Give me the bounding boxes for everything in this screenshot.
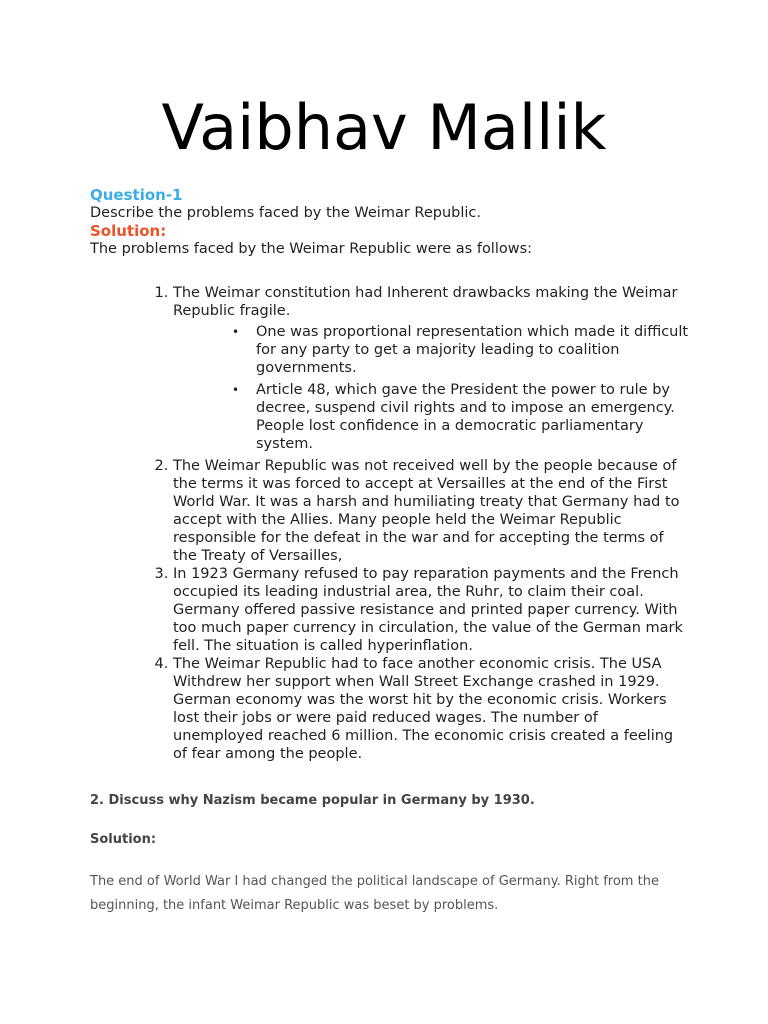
sub-bullet-text: Article 48, which gave the President the power to rule by decree, suspend civil rights and to impose an emergency. [256,382,675,416]
list-item: 4. The Weimar Republic had to face another economic crisis. The USA Withdrew her support when Wall Street Exchange crashed in 1929. German economy was the worst hit by the economic crisis. Workers lost their jobs or were paid reduced wages. The number of unemployed reached 6 million. The economic crisis created a feeling of fear among the people. [173,655,690,763]
list-item-text: The Weimar constitution had Inherent drawbacks making the Weimar Republic fragile. [173,285,678,319]
list-item: 2. The Weimar Republic was not received well by the people because of the terms it was forced to accept at Versailles at the end of the First World War. It was a harsh and humiliating treaty that Germany had to accept with the Allies. Many people held the Weimar Republic responsible for the defeat in the war and for accepting the terms of the Treaty of Versailles, [173,457,690,565]
question-1-section [90,186,690,763]
solution-1-label: Solution: [90,222,167,240]
sub-bullet-item [256,381,690,453]
problems-list [90,284,690,763]
question-1-label: Question-1 [90,186,183,204]
document-title: Vaibhav Mallik [161,91,607,164]
sub-bullet-list [173,323,690,453]
solution-2-label: Solution: [90,832,157,847]
question-1-text: Describe the problems faced by the Weimar Republic. [90,205,481,221]
question-2-text: 2. Discuss why Nazism became popular in Germany by 1930. [90,793,535,808]
list-item: 3. In 1923 Germany refused to pay reparation payments and the French occupied its leading industrial area, the Ruhr, to claim their coal. Germany offered passive resistance and printed paper currency. With too much paper currency in circulation, the value of the German mark fell. The situation is called hyperinflation. [173,565,690,655]
solution-1-intro: The problems faced by the Weimar Republic were as follows: [90,241,533,257]
sub-bullet-extra-text: People lost confidence in a democratic parliamentary system. [256,418,644,452]
sub-bullet-item: • One was proportional representation which made it difficult for any party to get a majority leading to coalition governments. [256,323,690,377]
list-item [173,284,690,453]
solution-2-paragraph: The end of World War I had changed the political landscape of Germany. Right from the beginning, the infant Weimar Republic was beset by problems. [90,874,659,913]
question-2-section [90,792,710,918]
